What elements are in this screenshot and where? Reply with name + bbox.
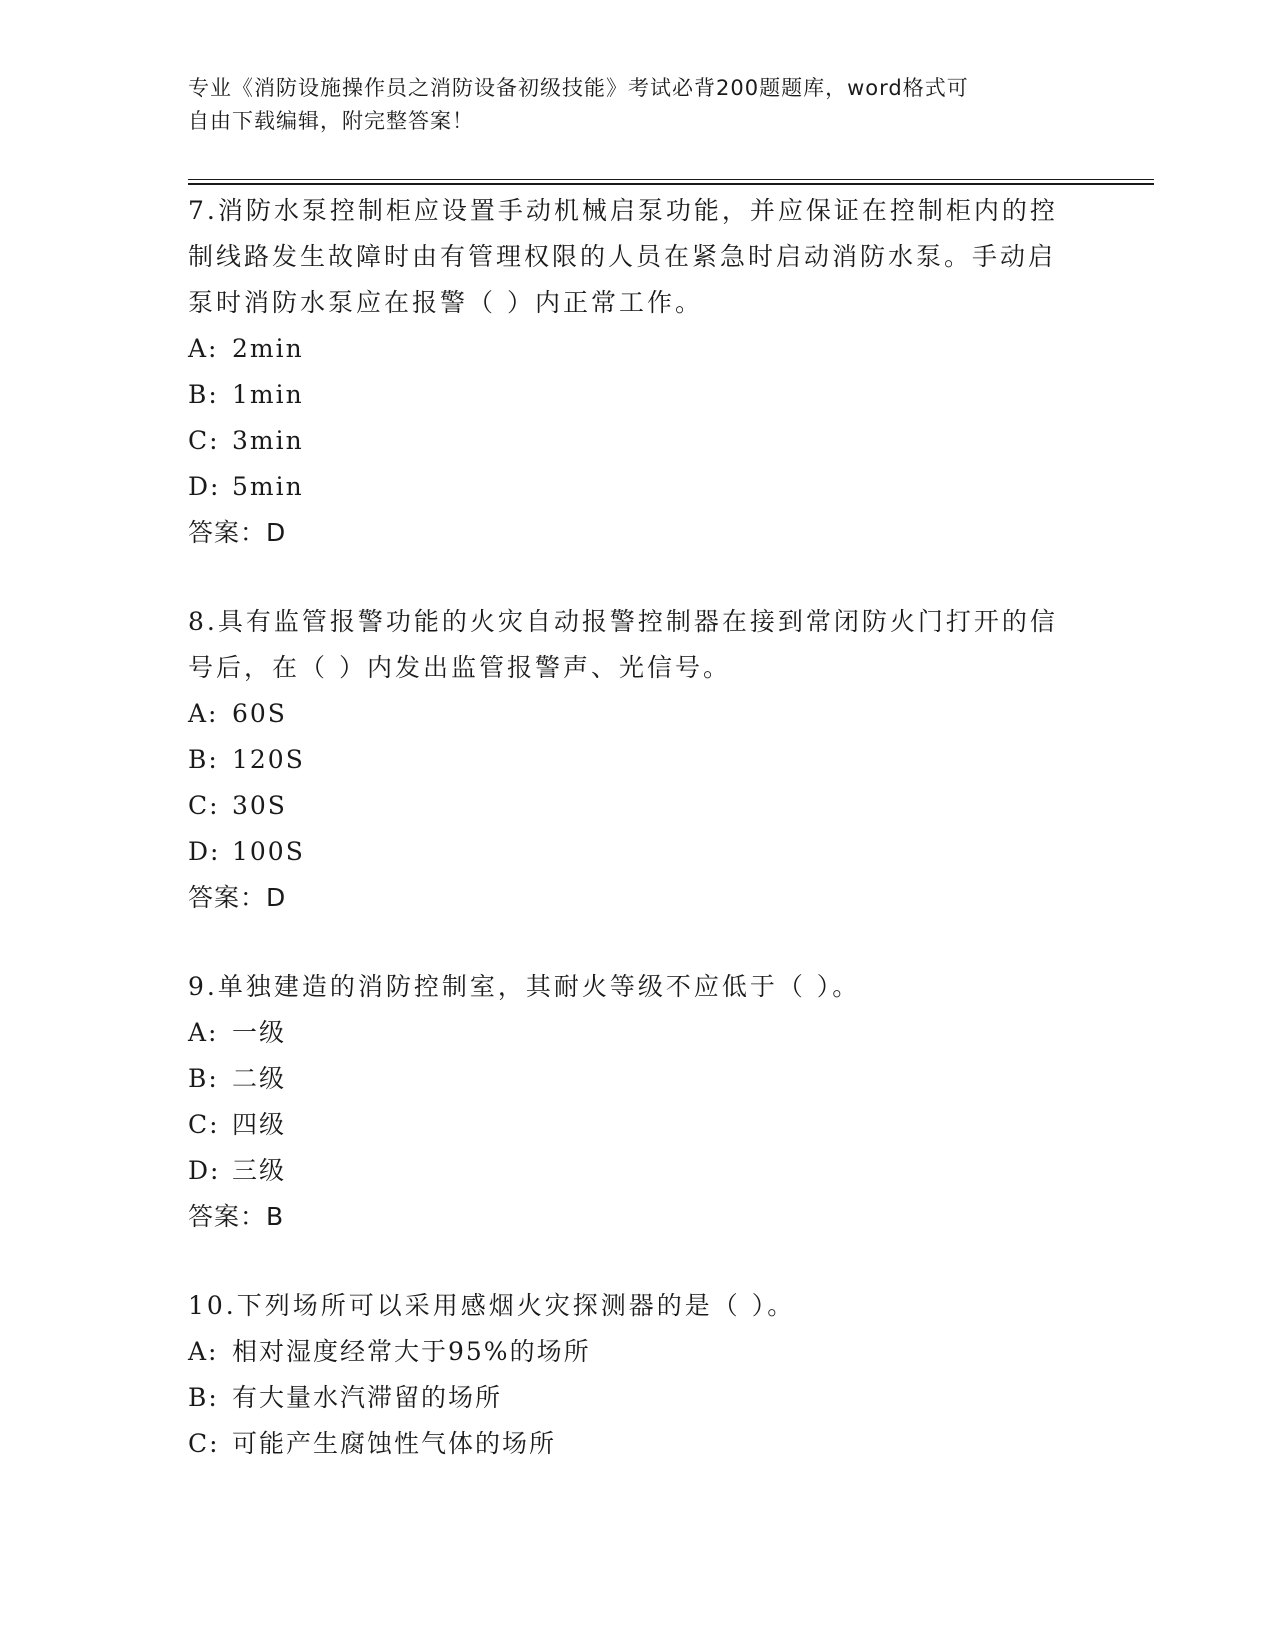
question-stem: 8.具有监管报警功能的火灾自动报警控制器在接到常闭防火门打开的信号后，在（ ）内发出监管报警声、光信号。: [188, 607, 1058, 682]
option-c: [188, 783, 1068, 829]
option-d: [188, 1148, 1068, 1194]
option-text: 相对湿度经常大于95%的场所: [232, 1337, 591, 1366]
option-text: 有大量水汽滞留的场所: [232, 1383, 503, 1412]
option-key: B:: [188, 1064, 219, 1093]
option-text: 可能产生腐蚀性气体的场所: [232, 1429, 557, 1458]
option-c: [188, 1421, 1068, 1467]
option-c: [188, 1102, 1068, 1148]
option-c: [188, 418, 1068, 464]
option-key: A:: [188, 699, 219, 728]
option-key: C:: [188, 1429, 220, 1458]
option-b: [188, 1375, 1068, 1421]
option-b: [188, 372, 1068, 418]
option-text: 四级: [232, 1110, 287, 1139]
option-text: 一级: [232, 1018, 287, 1047]
question-8: [188, 599, 1068, 921]
option-text: 三级: [232, 1156, 287, 1185]
option-b: [188, 1056, 1068, 1102]
option-b: [188, 737, 1068, 783]
option-key: A:: [188, 334, 219, 363]
option-a: [188, 326, 1068, 372]
option-text: 120S: [232, 745, 305, 774]
option-a: [188, 691, 1068, 737]
option-text: 2min: [232, 334, 304, 363]
question-9: [188, 964, 1068, 1240]
question-stem: 10.下列场所可以采用感烟火灾探测器的是（ ）。: [188, 1291, 796, 1320]
header-line-1: 专业《消防设施操作员之消防设备初级技能》考试必背200题题库，word格式可: [188, 76, 969, 100]
option-key: B:: [188, 1383, 219, 1412]
option-a: [188, 1010, 1068, 1056]
option-key: D:: [188, 1156, 221, 1185]
document-header: [188, 72, 1068, 138]
option-text: 1min: [232, 380, 304, 409]
header-divider-thin: [188, 179, 1154, 180]
option-key: A:: [188, 1337, 219, 1366]
question-10: [188, 1283, 1068, 1467]
option-key: D:: [188, 837, 221, 866]
option-text: 5min: [232, 472, 304, 501]
answer-line: 答案：D: [188, 883, 287, 912]
option-key: B:: [188, 380, 219, 409]
question-stem: 7.消防水泵控制柜应设置手动机械启泵功能，并应保证在控制柜内的控制线路发生故障时由有管理权限的人员在紧急时启动消防水泵。手动启泵时消防水泵应在报警（ ）内正常工作。: [188, 196, 1058, 317]
header-divider-thick: [188, 183, 1154, 185]
header-line-2: 自由下载编辑，附完整答案！: [188, 109, 474, 133]
option-text: 30S: [232, 791, 287, 820]
answer-line: 答案：B: [188, 1202, 285, 1231]
option-key: C:: [188, 426, 220, 455]
option-key: B:: [188, 745, 219, 774]
option-d: [188, 829, 1068, 875]
option-d: [188, 464, 1068, 510]
option-text: 二级: [232, 1064, 287, 1093]
option-key: A:: [188, 1018, 219, 1047]
answer-line: 答案：D: [188, 518, 287, 547]
option-key: C:: [188, 1110, 220, 1139]
option-a: [188, 1329, 1068, 1375]
question-list: [188, 188, 1068, 1510]
option-text: 60S: [232, 699, 287, 728]
option-key: C:: [188, 791, 220, 820]
option-key: D:: [188, 472, 221, 501]
option-text: 100S: [232, 837, 305, 866]
question-stem: 9.单独建造的消防控制室，其耐火等级不应低于（ ）。: [188, 972, 861, 1001]
question-7: [188, 188, 1068, 556]
option-text: 3min: [232, 426, 304, 455]
